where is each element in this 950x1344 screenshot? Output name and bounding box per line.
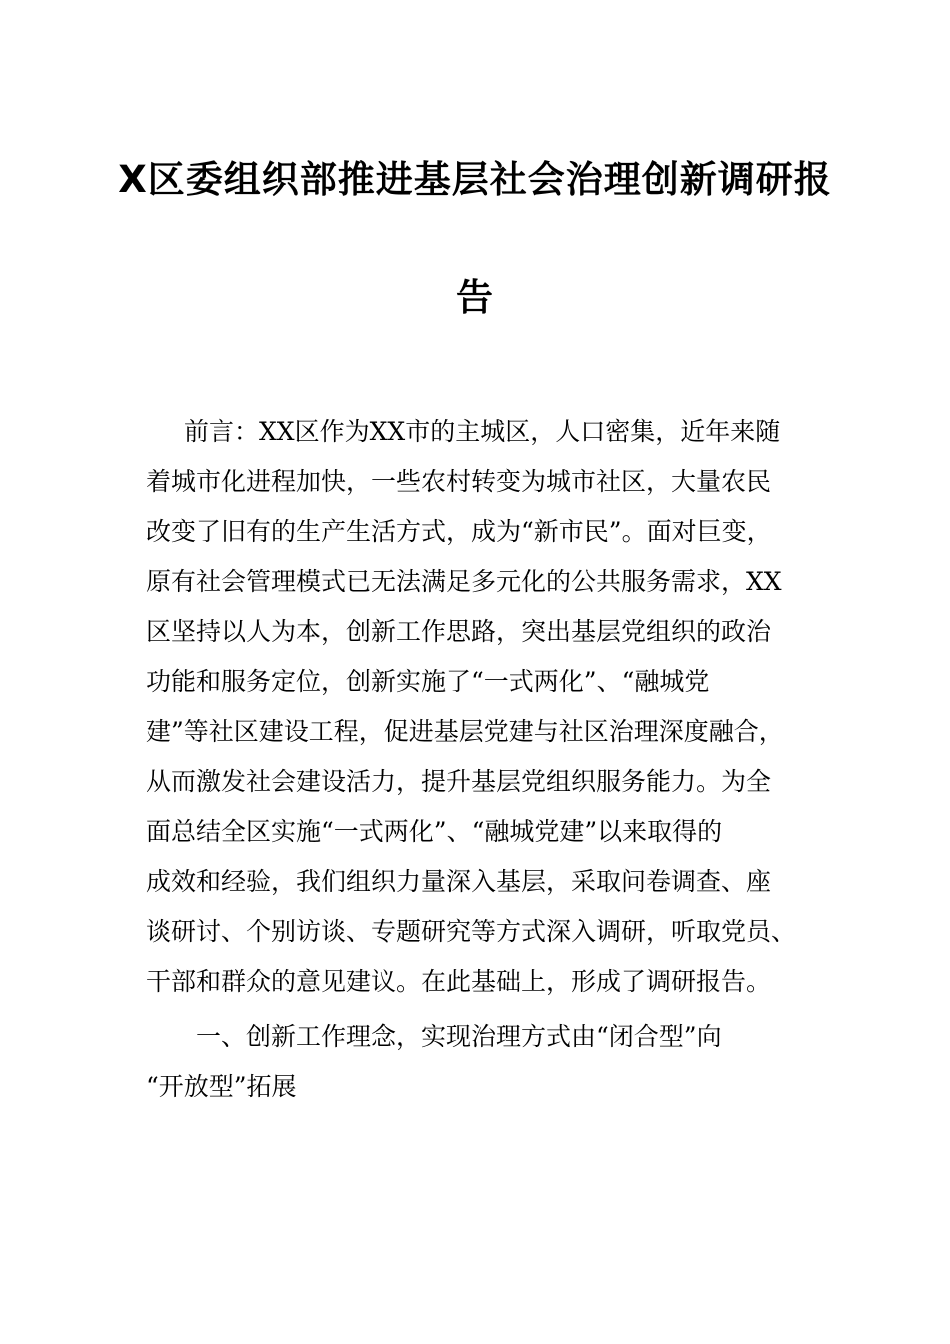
document-title-line-1: X区委组织部推进基层社会治理创新调研报 xyxy=(118,158,832,201)
document-title-line-2: 告 xyxy=(456,276,494,319)
paragraph-line: 区坚持以人为本，创新工作思路，突出基层党组织的政治 xyxy=(146,617,772,646)
paragraph-line: 建”等社区建设工程，促进基层党建与社区治理深度融合， xyxy=(146,717,784,746)
paragraph-line: 面总结全区实施“一式两化”、“融城党建”以来取得的 xyxy=(146,817,723,846)
paragraph-line: 改变了旧有的生产生活方式，成为“新市民”。面对巨变， xyxy=(146,517,772,546)
paragraph-line: 原有社会管理模式已无法满足多元化的公共服务需求，XX xyxy=(146,567,782,596)
section-heading-1 xyxy=(146,1012,806,1112)
intro-paragraph xyxy=(146,407,806,1007)
paragraph-line: 前言：XX区作为XX市的主城区，人口密集，近年来随 xyxy=(184,417,781,446)
paragraph-line: 着城市化进程加快，一些农村转变为城市社区，大量农民 xyxy=(146,467,772,496)
paragraph-line: 成效和经验，我们组织力量深入基层，采取问卷调查、座 xyxy=(146,867,772,896)
paragraph-line: 干部和群众的意见建议。在此基础上，形成了调研报告。 xyxy=(146,967,772,996)
section-heading-line: “开放型”拓展 xyxy=(146,1072,297,1101)
paragraph-line: 谈研讨、个别访谈、专题研究等方式深入调研，听取党员、 xyxy=(146,917,797,946)
section-heading-line: 一、创新工作理念，实现治理方式由“闭合型”向 xyxy=(196,1022,722,1051)
paragraph-line: 从而激发社会建设活力，提升基层党组织服务能力。为全 xyxy=(146,767,772,796)
paragraph-line: 功能和服务定位，创新实施了“一式两化”、“融城党 xyxy=(146,667,710,696)
